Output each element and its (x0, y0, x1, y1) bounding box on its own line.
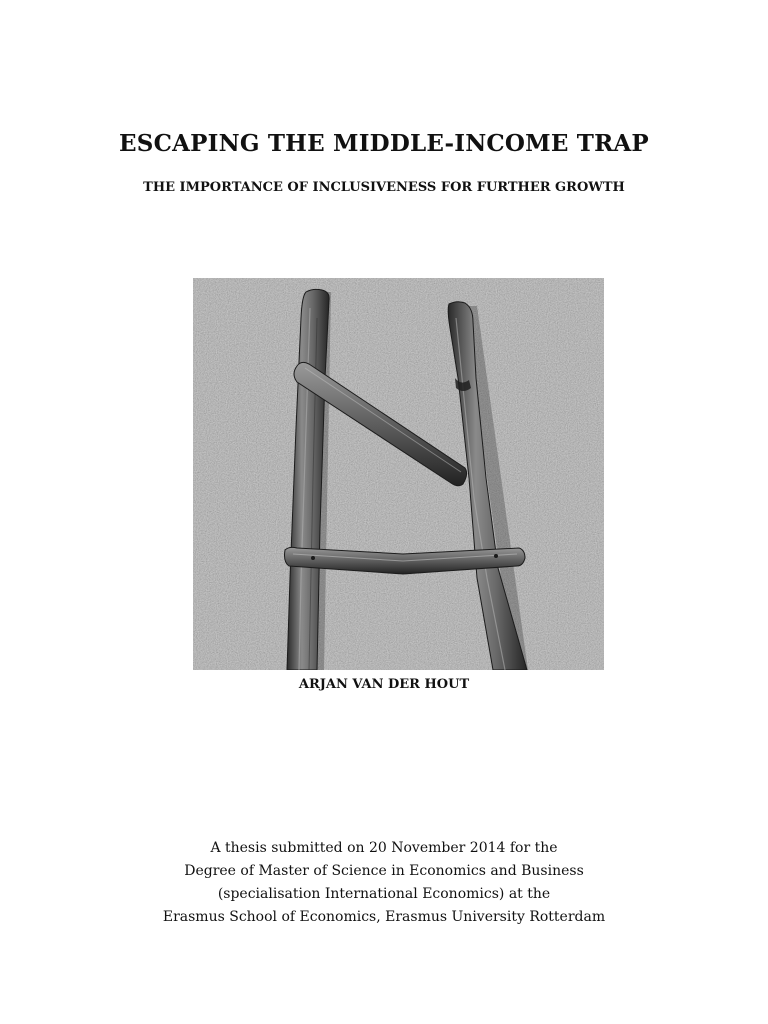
submission-line: A thesis submitted on 20 November 2014 for the (210, 840, 558, 856)
wall-texture (193, 278, 604, 670)
author-name: ARJAN VAN DER HOUT (298, 677, 470, 692)
thesis-subtitle: THE IMPORTANCE OF INCLUSIVENESS FOR FURTHER GROWTH (143, 180, 625, 195)
submission-note (0, 837, 768, 929)
broken-ladder-illustration (193, 278, 604, 670)
submission-line: Erasmus School of Economics, Erasmus University Rotterdam (162, 909, 606, 925)
submission-line: Degree of Master of Science in Economics and Business (184, 863, 584, 879)
submission-line: (specialisation International Economics) at the (217, 886, 551, 902)
thesis-title: ESCAPING THE MIDDLE-INCOME TRAP (119, 130, 649, 157)
cover-photo (193, 278, 604, 670)
